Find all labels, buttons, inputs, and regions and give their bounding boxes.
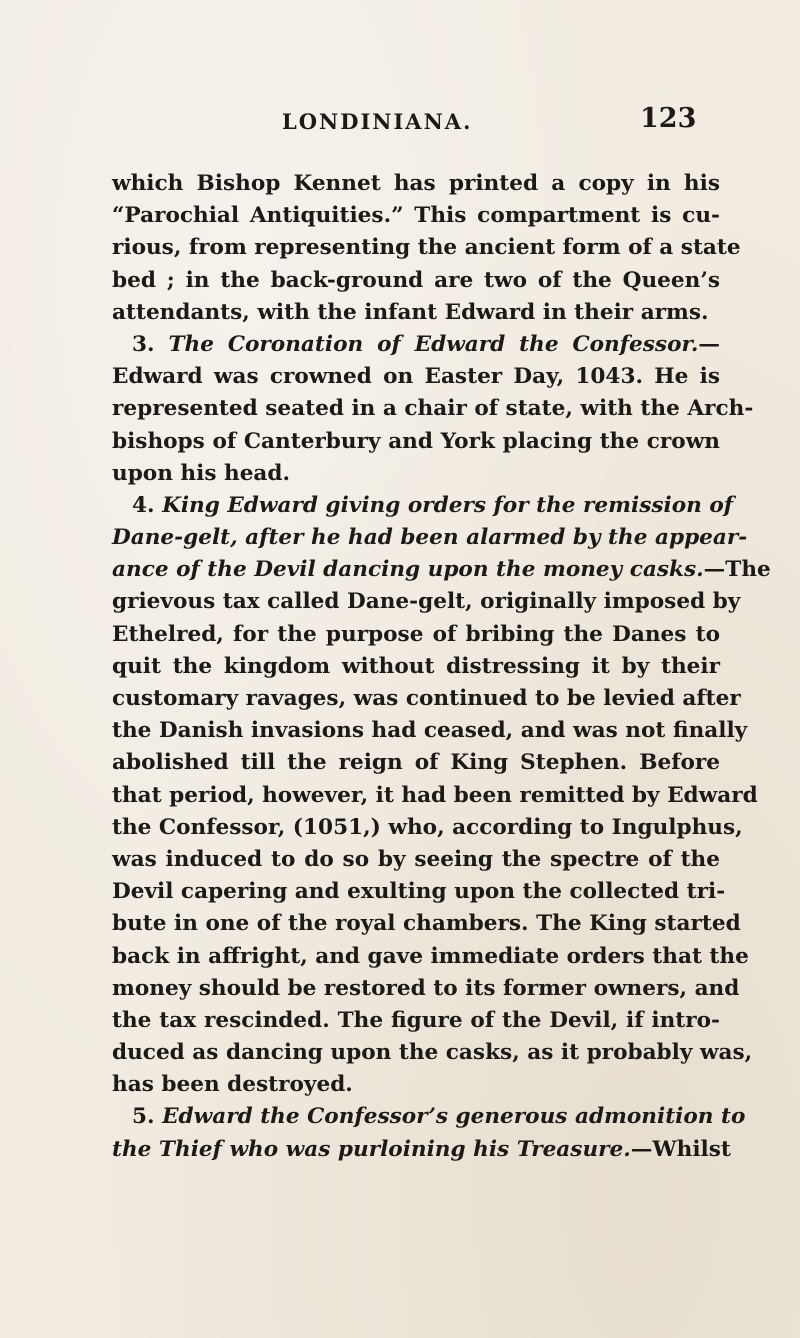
text-span: attendants, with the infant Edward in their arms. [112,299,709,325]
text-span: bed ; in the back-ground are two of the Queen’s [112,267,720,293]
text-line [112,812,743,844]
text-line [112,941,749,973]
text-span: duced as dancing upon the casks, as it probably was, [112,1040,753,1066]
text-line [112,458,720,490]
section-heading-line [112,329,720,361]
text-span: the Danish invasions had ceased, and was not finally [112,718,748,744]
text-line [112,200,720,232]
text-span: upon his head. [112,460,291,486]
text-line [112,1005,720,1037]
text-span: which Bishop Kennet has printed a copy in his [112,171,720,196]
text-line [112,586,741,618]
text-line [112,619,720,651]
text-line [112,844,720,876]
section-heading-line [112,522,748,554]
text-span: was induced to do so by seeing the spectre of the [112,846,720,872]
text-line [112,747,720,779]
section-number: 4. [132,492,163,518]
text-line [112,1069,720,1101]
text-span: money should be restored to its former owners, and [112,975,740,1001]
section-title: Dane-gelt, after he had been alarmed by the appear- [112,525,748,551]
text-span: has been destroyed. [112,1072,353,1098]
text-line [112,232,741,264]
text-line [112,361,720,393]
text-span: bishops of Canterbury and York placing the crown [112,428,720,454]
running-head: LONDINIANA. [282,109,473,134]
section-title: The Coronation of Edward the Confessor. [168,331,699,357]
text-span: grievous tax called Dane-gelt, originally imposed by [112,589,741,615]
text-span: Devil capering and exulting upon the collected tri- [112,879,726,905]
text-line [112,297,720,329]
section-title: King Edward giving orders for the remission of [162,492,734,518]
section-heading-line [112,1134,731,1166]
text-line [112,876,726,908]
text-line [112,265,720,297]
text-span: — [698,331,720,357]
section-title: Edward the Confessor’s generous admonition to [162,1104,746,1130]
text-span: —Whilst [630,1136,731,1162]
text-line [112,683,741,715]
text-span: that period, however, it had been remitted by Edward [112,782,758,808]
section-heading-line [112,1101,746,1133]
text-line [112,973,740,1005]
text-span: the tax rescinded. The figure of the Devil, if intro- [112,1007,720,1033]
section-heading-line [112,554,771,586]
text-span: Edward was crowned on Easter Day, 1043. He is [112,364,720,390]
text-span: quit the kingdom without distressing it by their [112,653,720,679]
page-number: 123 [640,103,697,134]
text-line [112,715,748,747]
text-span: —The [703,557,771,583]
text-span: abolished till the reign of King Stephen. Before [112,750,720,776]
text-span: back in affright, and gave immediate orders that the [112,943,749,969]
text-span: “Parochial Antiquities.” This compartment is cu- [112,203,720,229]
text-span: customary ravages, was continued to be levied after [112,686,741,711]
text-span: rious, from representing the ancient form of a state [112,235,741,261]
text-line [112,908,741,940]
text-span: represented seated in a chair of state, with the Arch- [112,396,754,422]
text-span: bute in one of the royal chambers. The King started [112,911,741,937]
text-line [112,393,754,425]
text-line [112,651,720,683]
text-line [112,1037,753,1069]
section-heading-line [112,490,734,522]
text-span: Ethelred, for the purpose of bribing the Danes to [112,621,720,647]
section-number: 3. [132,331,169,357]
section-number: 5. [132,1104,163,1130]
text-line [112,780,758,812]
body-text [112,168,771,1166]
text-line [112,168,720,200]
text-span: the Confessor, (1051,) who, according to Ingulphus, [112,814,743,840]
section-title: the Thief who was purloining his Treasure. [112,1136,631,1162]
section-title: ance of the Devil dancing upon the money casks. [112,557,704,583]
page-header [0,103,800,153]
text-line [112,426,720,458]
